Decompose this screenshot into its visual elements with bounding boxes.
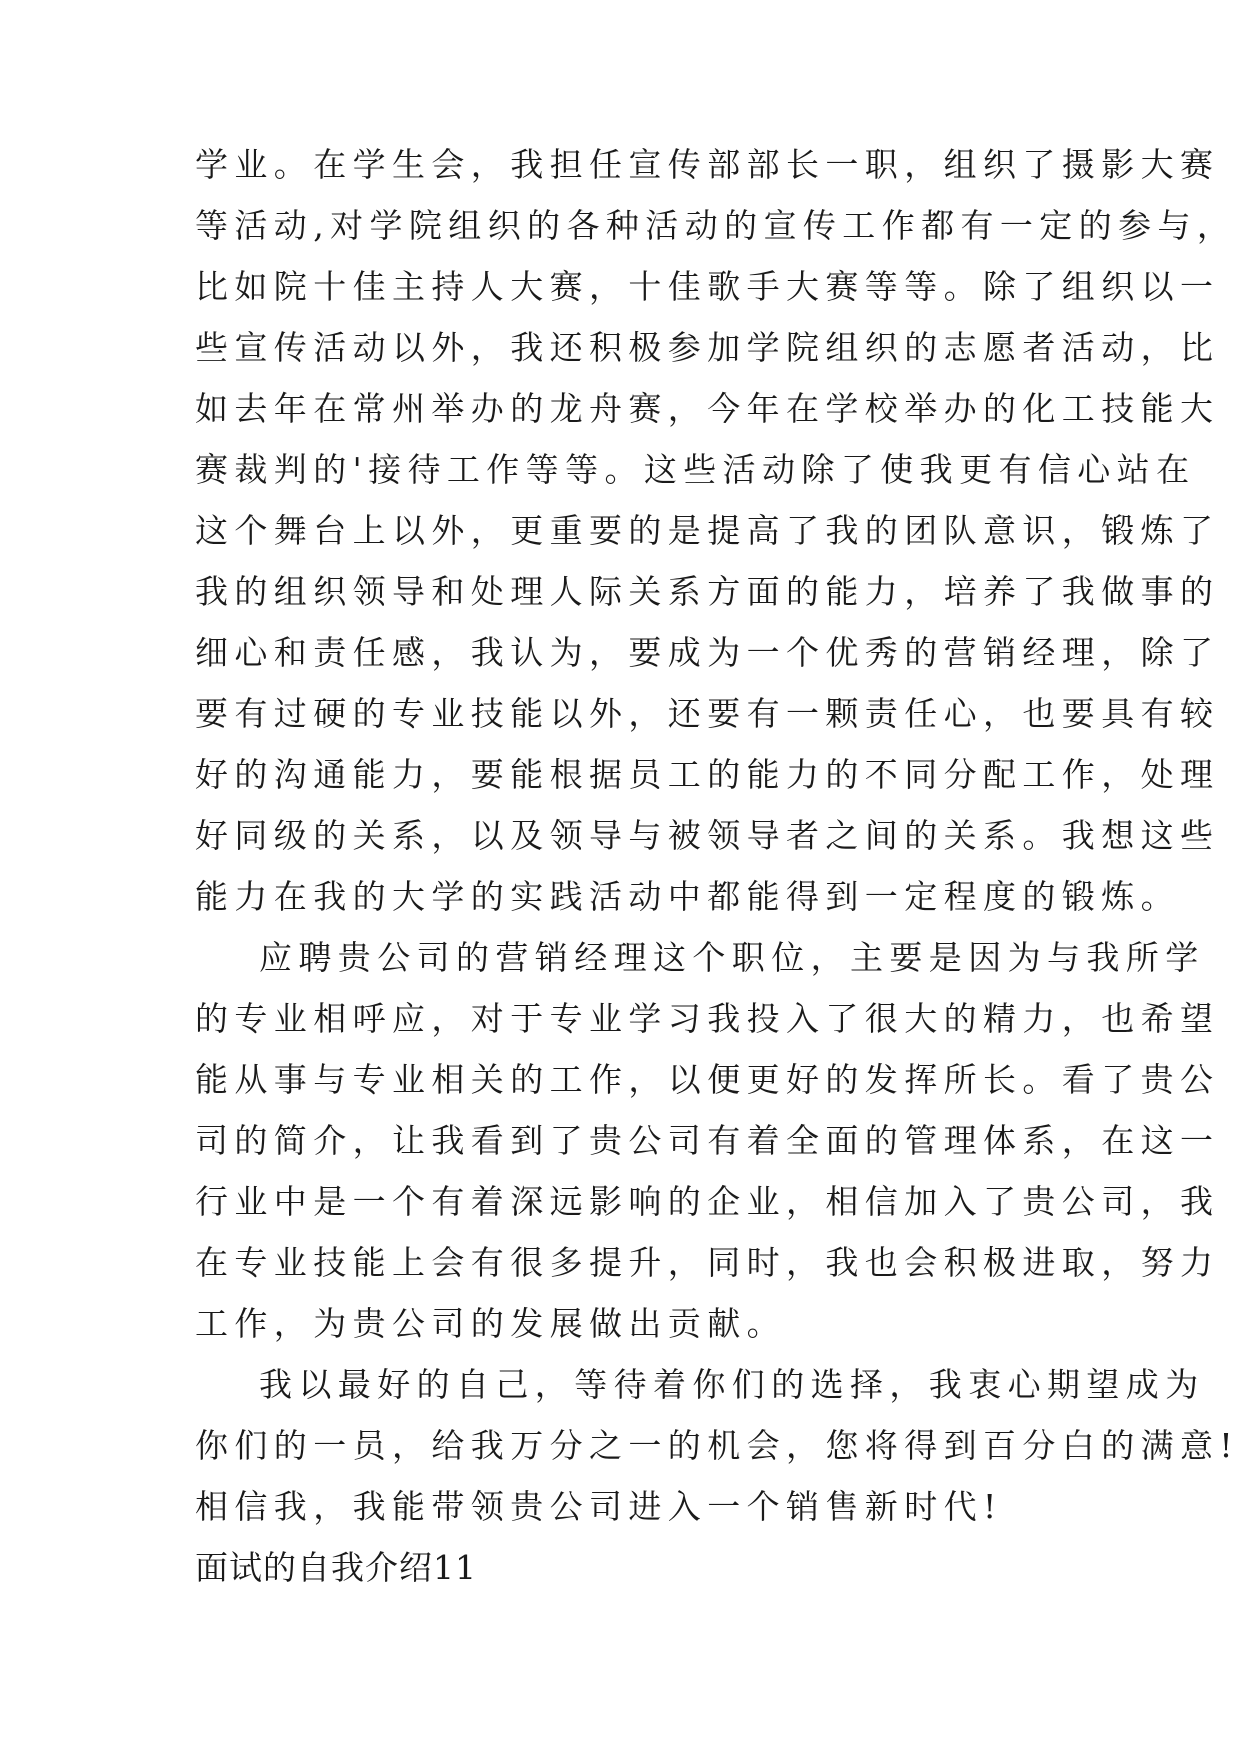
text-line: 要有过硬的专业技能以外，还要有一颗责任心，也要具有较 (195, 694, 1220, 733)
text-line: 司的简介，让我看到了贵公司有着全面的管理体系，在这一 (195, 1121, 1220, 1160)
text-line: 你们的一员，给我万分之一的机会，您将得到百分白的满意! (195, 1426, 1240, 1465)
text-line: 如去年在常州举办的龙舟赛，今年在学校举办的化工技能大 (195, 389, 1220, 428)
text-line: 能从事与专业相关的工作，以便更好的发挥所长。看了贵公 (195, 1060, 1220, 1099)
text-line: 赛裁判的'接待工作等等。这些活动除了使我更有信心站在 (195, 450, 1196, 489)
text-line: 学业。在学生会，我担任宣传部部长一职，组织了摄影大赛 (195, 145, 1220, 184)
text-line: 行业中是一个有着深远影响的企业，相信加入了贵公司，我 (195, 1182, 1220, 1221)
text-line: 些宣传活动以外，我还积极参加学院组织的志愿者活动，比 (195, 328, 1220, 367)
text-line: 好同级的关系，以及领导与被领导者之间的关系。我想这些 (195, 816, 1220, 855)
text-line: 细心和责任感，我认为，要成为一个优秀的营销经理，除了 (195, 633, 1220, 672)
paragraph-first-line: 应聘贵公司的营销经理这个职位，主要是因为与我所学 (259, 938, 1205, 977)
text-line: 在专业技能上会有很多提升，同时，我也会积极进取，努力 (195, 1243, 1220, 1282)
text-line: 相信我，我能带领贵公司进入一个销售新时代! (195, 1487, 1003, 1526)
text-line: 这个舞台上以外，更重要的是提高了我的团队意识，锻炼了 (195, 511, 1220, 550)
text-line: 能力在我的大学的实践活动中都能得到一定程度的锻炼。 (195, 877, 1180, 916)
paragraph-first-line: 我以最好的自己，等待着你们的选择，我衷心期望成为 (259, 1365, 1205, 1404)
text-line: 工作，为贵公司的发展做出贡献。 (195, 1304, 786, 1343)
text-line: 比如院十佳主持人大赛，十佳歌手大赛等等。除了组织以一 (195, 267, 1220, 306)
text-line: 的专业相呼应，对于专业学习我投入了很大的精力，也希望 (195, 999, 1220, 1038)
text-line: 等活动,对学院组织的各种活动的宣传工作都有一定的参与， (195, 206, 1237, 245)
section-heading: 面试的自我介绍11 (195, 1548, 477, 1587)
text-line: 我的组织领导和处理人际关系方面的能力，培养了我做事的 (195, 572, 1220, 611)
text-line: 好的沟通能力，要能根据员工的能力的不同分配工作，处理 (195, 755, 1220, 794)
